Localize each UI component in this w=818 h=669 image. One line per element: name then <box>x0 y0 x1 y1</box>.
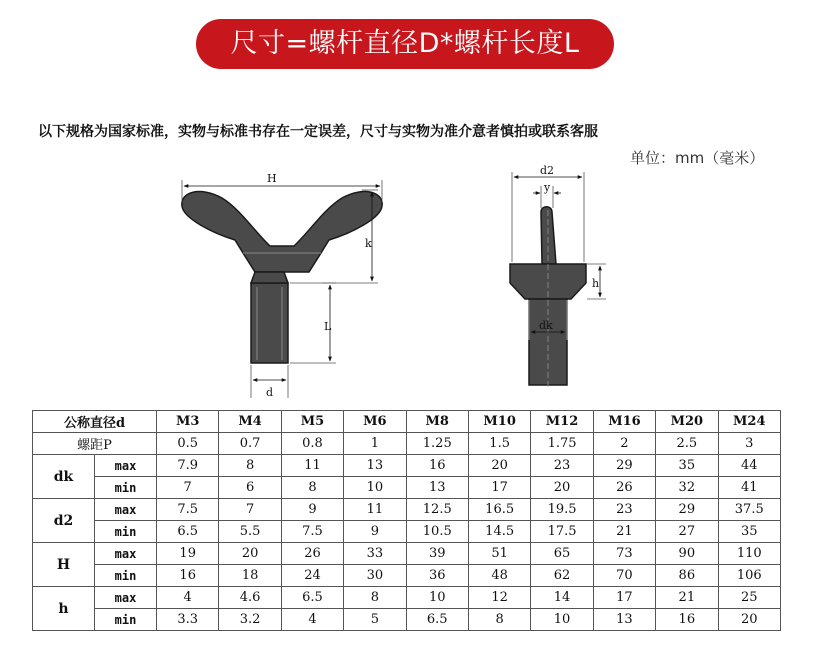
size-cell: M5 <box>281 411 343 433</box>
dimension-row-H-min <box>33 565 781 587</box>
size-cell: M24 <box>718 411 780 433</box>
value-cell: 23 <box>593 499 655 521</box>
value-cell: 7 <box>219 499 281 521</box>
size-cell: M16 <box>593 411 655 433</box>
size-cell: M6 <box>344 411 406 433</box>
value-cell: 9 <box>344 521 406 543</box>
value-cell: 26 <box>281 543 343 565</box>
value-cell: 3.2 <box>219 609 281 631</box>
value-cell: 26 <box>593 477 655 499</box>
value-cell: 17 <box>593 587 655 609</box>
value-cell: 20 <box>718 609 780 631</box>
value-cell: 17 <box>468 477 530 499</box>
value-cell: 110 <box>718 543 780 565</box>
value-cell: 44 <box>718 455 780 477</box>
value-cell: 62 <box>531 565 593 587</box>
value-cell: 6.5 <box>406 609 468 631</box>
value-cell: 6.5 <box>157 521 219 543</box>
value-cell: 7.9 <box>157 455 219 477</box>
size-cell: M10 <box>468 411 530 433</box>
value-cell: 5 <box>344 609 406 631</box>
value-cell: 7 <box>157 477 219 499</box>
dim-label-d2: d2 <box>540 164 555 177</box>
value-cell: 33 <box>344 543 406 565</box>
nominal-diameter-label: 公称直径d <box>33 411 157 433</box>
side-wing <box>541 207 556 264</box>
value-cell: 25 <box>718 587 780 609</box>
value-cell: 11 <box>344 499 406 521</box>
dim-label-d: d <box>266 386 274 399</box>
value-cell: 18 <box>219 565 281 587</box>
pitch-cell: 0.5 <box>157 433 219 455</box>
value-cell: 4.6 <box>219 587 281 609</box>
pitch-cell: 3 <box>718 433 780 455</box>
value-cell: 3.3 <box>157 609 219 631</box>
value-cell: 10 <box>406 587 468 609</box>
banner-title: 尺寸=螺杆直径D*螺杆长度L <box>230 28 580 59</box>
limit-label: min <box>95 565 157 587</box>
value-cell: 21 <box>656 587 718 609</box>
value-cell: 20 <box>219 543 281 565</box>
dimension-row-dk-max <box>33 455 781 477</box>
value-cell: 8 <box>281 477 343 499</box>
pitch-row <box>33 433 781 455</box>
dimension-row-dk-min <box>33 477 781 499</box>
size-cell: M4 <box>219 411 281 433</box>
front-view <box>182 172 382 399</box>
value-cell: 39 <box>406 543 468 565</box>
limit-label: max <box>95 543 157 565</box>
value-cell: 10 <box>344 477 406 499</box>
pitch-cell: 0.7 <box>219 433 281 455</box>
dim-label-L: L <box>324 320 332 333</box>
value-cell: 6 <box>219 477 281 499</box>
value-cell: 73 <box>593 543 655 565</box>
value-cell: 12 <box>468 587 530 609</box>
value-cell: 17.5 <box>531 521 593 543</box>
value-cell: 8 <box>468 609 530 631</box>
value-cell: 16 <box>656 609 718 631</box>
limit-label: max <box>95 499 157 521</box>
value-cell: 10 <box>531 609 593 631</box>
value-cell: 7.5 <box>281 521 343 543</box>
parameter-label: dk <box>33 455 95 499</box>
value-cell: 32 <box>656 477 718 499</box>
dimension-row-d2-max <box>33 499 781 521</box>
value-cell: 13 <box>593 609 655 631</box>
limit-label: min <box>95 521 157 543</box>
value-cell: 24 <box>281 565 343 587</box>
value-cell: 9 <box>281 499 343 521</box>
dimension-row-h-min <box>33 609 781 631</box>
value-cell: 86 <box>656 565 718 587</box>
value-cell: 11 <box>281 455 343 477</box>
value-cell: 4 <box>157 587 219 609</box>
value-cell: 6.5 <box>281 587 343 609</box>
value-cell: 35 <box>656 455 718 477</box>
limit-label: min <box>95 609 157 631</box>
value-cell: 19.5 <box>531 499 593 521</box>
value-cell: 13 <box>344 455 406 477</box>
value-cell: 13 <box>406 477 468 499</box>
value-cell: 16.5 <box>468 499 530 521</box>
value-cell: 5.5 <box>219 521 281 543</box>
pitch-cell: 1.75 <box>531 433 593 455</box>
dim-label-k: k <box>365 237 372 250</box>
value-cell: 16 <box>157 565 219 587</box>
value-cell: 29 <box>656 499 718 521</box>
value-cell: 8 <box>344 587 406 609</box>
value-cell: 19 <box>157 543 219 565</box>
value-cell: 20 <box>468 455 530 477</box>
dimension-row-d2-min <box>33 521 781 543</box>
value-cell: 23 <box>531 455 593 477</box>
pitch-cell: 2.5 <box>656 433 718 455</box>
pitch-cell: 1.25 <box>406 433 468 455</box>
parameter-label: d2 <box>33 499 95 543</box>
value-cell: 21 <box>593 521 655 543</box>
pitch-cell: 2 <box>593 433 655 455</box>
value-cell: 27 <box>656 521 718 543</box>
wing-head <box>182 192 382 272</box>
value-cell: 20 <box>531 477 593 499</box>
size-header-row <box>33 411 781 433</box>
value-cell: 41 <box>718 477 780 499</box>
dim-label-y: y <box>544 181 551 194</box>
dim-label-h: h <box>592 277 600 290</box>
value-cell: 7.5 <box>157 499 219 521</box>
pitch-cell: 1.5 <box>468 433 530 455</box>
parameter-label: H <box>33 543 95 587</box>
dim-label-H: H <box>267 172 277 185</box>
notice-text: 以下规格为国家标准，实物与标准书存在一定误差，尺寸与实物为准介意者慎拍或联系客服 <box>38 124 598 140</box>
dimension-row-H-max <box>33 543 781 565</box>
size-cell: M12 <box>531 411 593 433</box>
value-cell: 14 <box>531 587 593 609</box>
unit-label: 单位：mm（毫米） <box>630 149 765 167</box>
value-cell: 70 <box>593 565 655 587</box>
limit-label: max <box>95 587 157 609</box>
value-cell: 90 <box>656 543 718 565</box>
value-cell: 30 <box>344 565 406 587</box>
value-cell: 29 <box>593 455 655 477</box>
side-view <box>510 164 606 390</box>
value-cell: 35 <box>718 521 780 543</box>
value-cell: 37.5 <box>718 499 780 521</box>
value-cell: 12.5 <box>406 499 468 521</box>
spec-table-body <box>33 411 781 631</box>
pitch-label: 螺距P <box>33 433 157 455</box>
value-cell: 36 <box>406 565 468 587</box>
size-cell: M3 <box>157 411 219 433</box>
value-cell: 48 <box>468 565 530 587</box>
value-cell: 65 <box>531 543 593 565</box>
spec-table <box>32 410 781 631</box>
limit-label: max <box>95 455 157 477</box>
value-cell: 8 <box>219 455 281 477</box>
pitch-cell: 0.8 <box>281 433 343 455</box>
value-cell: 106 <box>718 565 780 587</box>
limit-label: min <box>95 477 157 499</box>
pitch-cell: 1 <box>344 433 406 455</box>
value-cell: 10.5 <box>406 521 468 543</box>
value-cell: 14.5 <box>468 521 530 543</box>
value-cell: 51 <box>468 543 530 565</box>
size-cell: M20 <box>656 411 718 433</box>
size-cell: M8 <box>406 411 468 433</box>
value-cell: 4 <box>281 609 343 631</box>
dimension-row-h-max <box>33 587 781 609</box>
dim-label-dk: dk <box>539 319 553 332</box>
value-cell: 16 <box>406 455 468 477</box>
parameter-label: h <box>33 587 95 631</box>
